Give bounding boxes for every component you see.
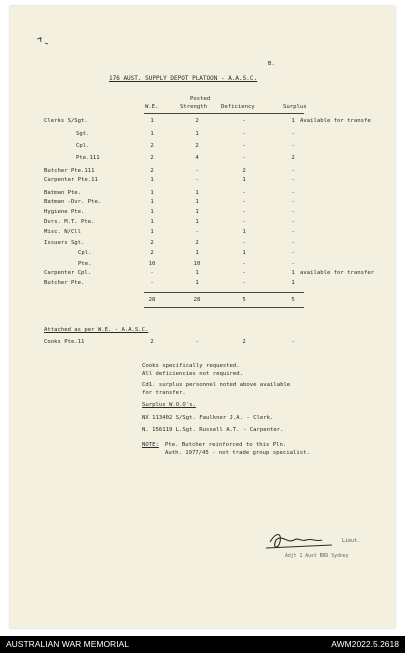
cell-deficiency: - xyxy=(242,219,246,225)
total-surplus: 5 xyxy=(291,297,295,303)
column-header-strength: Strength xyxy=(180,104,207,110)
cell-we: 2 xyxy=(150,168,154,174)
pen-mark xyxy=(36,36,50,46)
table-row xyxy=(10,280,395,287)
cell-strength: 2 xyxy=(195,118,199,124)
cell-deficiency: - xyxy=(242,240,246,246)
cell-surplus: - xyxy=(291,177,295,183)
cell-surplus: 1 xyxy=(291,280,295,286)
cell-strength: 4 xyxy=(195,155,199,161)
attached-row xyxy=(10,339,395,346)
cell-surplus: - xyxy=(291,339,295,345)
table-row xyxy=(10,168,395,175)
cell-deficiency: - xyxy=(242,280,246,286)
row-label: Issuers Sgt. xyxy=(44,240,85,246)
column-header-deficiency: Deficiency xyxy=(221,104,255,110)
cell-strength: 2 xyxy=(195,240,199,246)
header-rule xyxy=(144,113,304,114)
cell-we: 1 xyxy=(150,219,154,225)
cell-deficiency: - xyxy=(242,199,246,205)
table-row xyxy=(10,118,395,125)
row-label: Hygiene Pte. xyxy=(44,209,85,215)
cell-deficiency: - xyxy=(242,270,246,276)
note-line: Cd1. surplus personnel noted above available xyxy=(142,382,291,388)
cell-strength: 1 xyxy=(195,190,199,196)
row-label: Batman Pte. xyxy=(44,190,82,196)
cell-surplus: - xyxy=(291,261,295,267)
row-label: Cpl. xyxy=(78,250,92,256)
note-label: NOTE: xyxy=(142,442,159,448)
cell-we: 1 xyxy=(150,209,154,215)
cell-deficiency: 2 xyxy=(242,168,246,174)
cell-strength: 1 xyxy=(195,199,199,205)
cell-surplus: - xyxy=(291,131,295,137)
cell-surplus: - xyxy=(291,209,295,215)
row-label: Misc. N/Cll xyxy=(44,229,82,235)
surplus-item: N. 156119 L.Sgt. Russell A.T. - Carpenter. xyxy=(142,427,284,433)
cell-strength: 2 xyxy=(195,143,199,149)
cell-deficiency: 1 xyxy=(242,229,246,235)
document-title: 176 AUST. SUPPLY DEPOT PLATOON - A.A.S.C. xyxy=(109,75,258,82)
cell-strength: 1 xyxy=(195,219,199,225)
cell-deficiency: - xyxy=(242,209,246,215)
total-strength: 28 xyxy=(193,297,201,303)
cell-we: 2 xyxy=(150,143,154,149)
cell-deficiency: - xyxy=(242,155,246,161)
cell-we: - xyxy=(150,280,154,286)
cell-we: 1 xyxy=(150,229,154,235)
cell-deficiency: 1 xyxy=(242,250,246,256)
table-row xyxy=(10,143,395,150)
cell-we: 2 xyxy=(150,339,154,345)
total-we: 28 xyxy=(148,297,156,303)
table-row xyxy=(10,229,395,236)
note-line: for transfer. xyxy=(142,390,186,396)
cell-surplus: - xyxy=(291,190,295,196)
cell-surplus: - xyxy=(291,240,295,246)
corner-mark: B. xyxy=(268,61,275,67)
cell-we: 1 xyxy=(150,118,154,124)
row-label: Pte. xyxy=(78,261,92,267)
cell-we: 1 xyxy=(150,190,154,196)
cell-we: - xyxy=(150,270,154,276)
cell-we: 10 xyxy=(148,261,156,267)
cell-deficiency: - xyxy=(242,143,246,149)
archive-footer xyxy=(0,636,405,653)
cell-surplus: - xyxy=(291,250,295,256)
cell-strength: 1 xyxy=(195,131,199,137)
cell-surplus: 1 xyxy=(291,118,295,124)
cell-we: 1 xyxy=(150,199,154,205)
cell-strength: - xyxy=(195,168,199,174)
totals-rule-top xyxy=(144,292,304,293)
cell-we: 2 xyxy=(150,155,154,161)
cell-deficiency: - xyxy=(242,261,246,267)
column-header-posted: Posted xyxy=(190,96,211,102)
row-label: Butcher Pte.111 xyxy=(44,168,95,174)
cell-surplus: - xyxy=(291,219,295,225)
signature xyxy=(262,528,346,554)
column-header-we: W.E. xyxy=(145,104,159,110)
table-row xyxy=(10,209,395,216)
attached-heading: Attached as per W.E. - A.A.S.C. xyxy=(44,327,149,333)
row-label: Pte.111 xyxy=(76,155,100,161)
cell-surplus: 1 xyxy=(291,270,295,276)
row-label: Batman -Dvr. Pte. xyxy=(44,199,102,205)
cell-surplus: 2 xyxy=(291,155,295,161)
cell-we: 2 xyxy=(150,240,154,246)
totals-row xyxy=(10,297,395,304)
cell-surplus: - xyxy=(291,143,295,149)
document-page xyxy=(10,6,395,628)
cell-deficiency: - xyxy=(242,118,246,124)
table-row xyxy=(10,155,395,162)
cell-strength: 1 xyxy=(195,250,199,256)
table-row xyxy=(10,270,395,277)
table-row xyxy=(10,250,395,257)
cell-strength: 1 xyxy=(195,209,199,215)
cell-strength: 1 xyxy=(195,270,199,276)
cell-strength: - xyxy=(195,177,199,183)
cell-deficiency: 2 xyxy=(242,339,246,345)
cell-note: available for transfer xyxy=(300,270,375,276)
cell-we: 1 xyxy=(150,131,154,137)
cell-we: 2 xyxy=(150,250,154,256)
table-row xyxy=(10,131,395,138)
cell-strength: - xyxy=(195,339,199,345)
note-line: Cooks specifically requested. xyxy=(142,363,240,369)
row-label: Cpl. xyxy=(76,143,90,149)
cell-surplus: - xyxy=(291,229,295,235)
table-row xyxy=(10,199,395,206)
cell-strength: - xyxy=(195,229,199,235)
row-label: Carpenter Cpl. xyxy=(44,270,92,276)
signature-title: Adjt 1 Aust BRD Sydney xyxy=(285,554,349,559)
table-row xyxy=(10,177,395,184)
totals-rule-bottom xyxy=(144,307,304,308)
table-row xyxy=(10,261,395,268)
row-label: Butcher Pte. xyxy=(44,280,85,286)
note-text-line1: Pte. Butcher reinforced to this Pln. xyxy=(165,442,287,448)
cell-note: Available for transfe xyxy=(300,118,371,124)
table-row xyxy=(10,240,395,247)
cell-surplus: - xyxy=(291,199,295,205)
footer-right-label: AWM2022.5.2618 xyxy=(331,639,399,649)
signature-rank: Lieut. xyxy=(342,538,361,544)
cell-we: 1 xyxy=(150,177,154,183)
cell-deficiency: 1 xyxy=(242,177,246,183)
cell-strength: 1 xyxy=(195,280,199,286)
cell-deficiency: - xyxy=(242,190,246,196)
surplus-heading: Surplus W.O.O's. xyxy=(142,402,196,408)
table-row xyxy=(10,190,395,197)
table-row xyxy=(10,219,395,226)
note-text-line2: Auth. 1977/45 - not trade group specialist. xyxy=(165,450,310,456)
surplus-item: NX 113402 S/Sgt. Faulkner J.A. - Clerk. xyxy=(142,415,274,421)
cell-surplus: - xyxy=(291,168,295,174)
row-label: Sgt. xyxy=(76,131,90,137)
total-deficiency: 5 xyxy=(242,297,246,303)
row-label: Clerks S/Sgt. xyxy=(44,118,88,124)
row-label: Carpenter Pte.11 xyxy=(44,177,98,183)
footer-left-label: AUSTRALIAN WAR MEMORIAL xyxy=(6,639,129,649)
cell-deficiency: - xyxy=(242,131,246,137)
row-label: Dvrs. M.T. Pte. xyxy=(44,219,95,225)
cell-strength: 10 xyxy=(193,261,201,267)
column-header-surplus: Surplus xyxy=(283,104,307,110)
row-label: Cooks Pte.11 xyxy=(44,339,85,345)
note-line: All deficiencies not required. xyxy=(142,371,244,377)
